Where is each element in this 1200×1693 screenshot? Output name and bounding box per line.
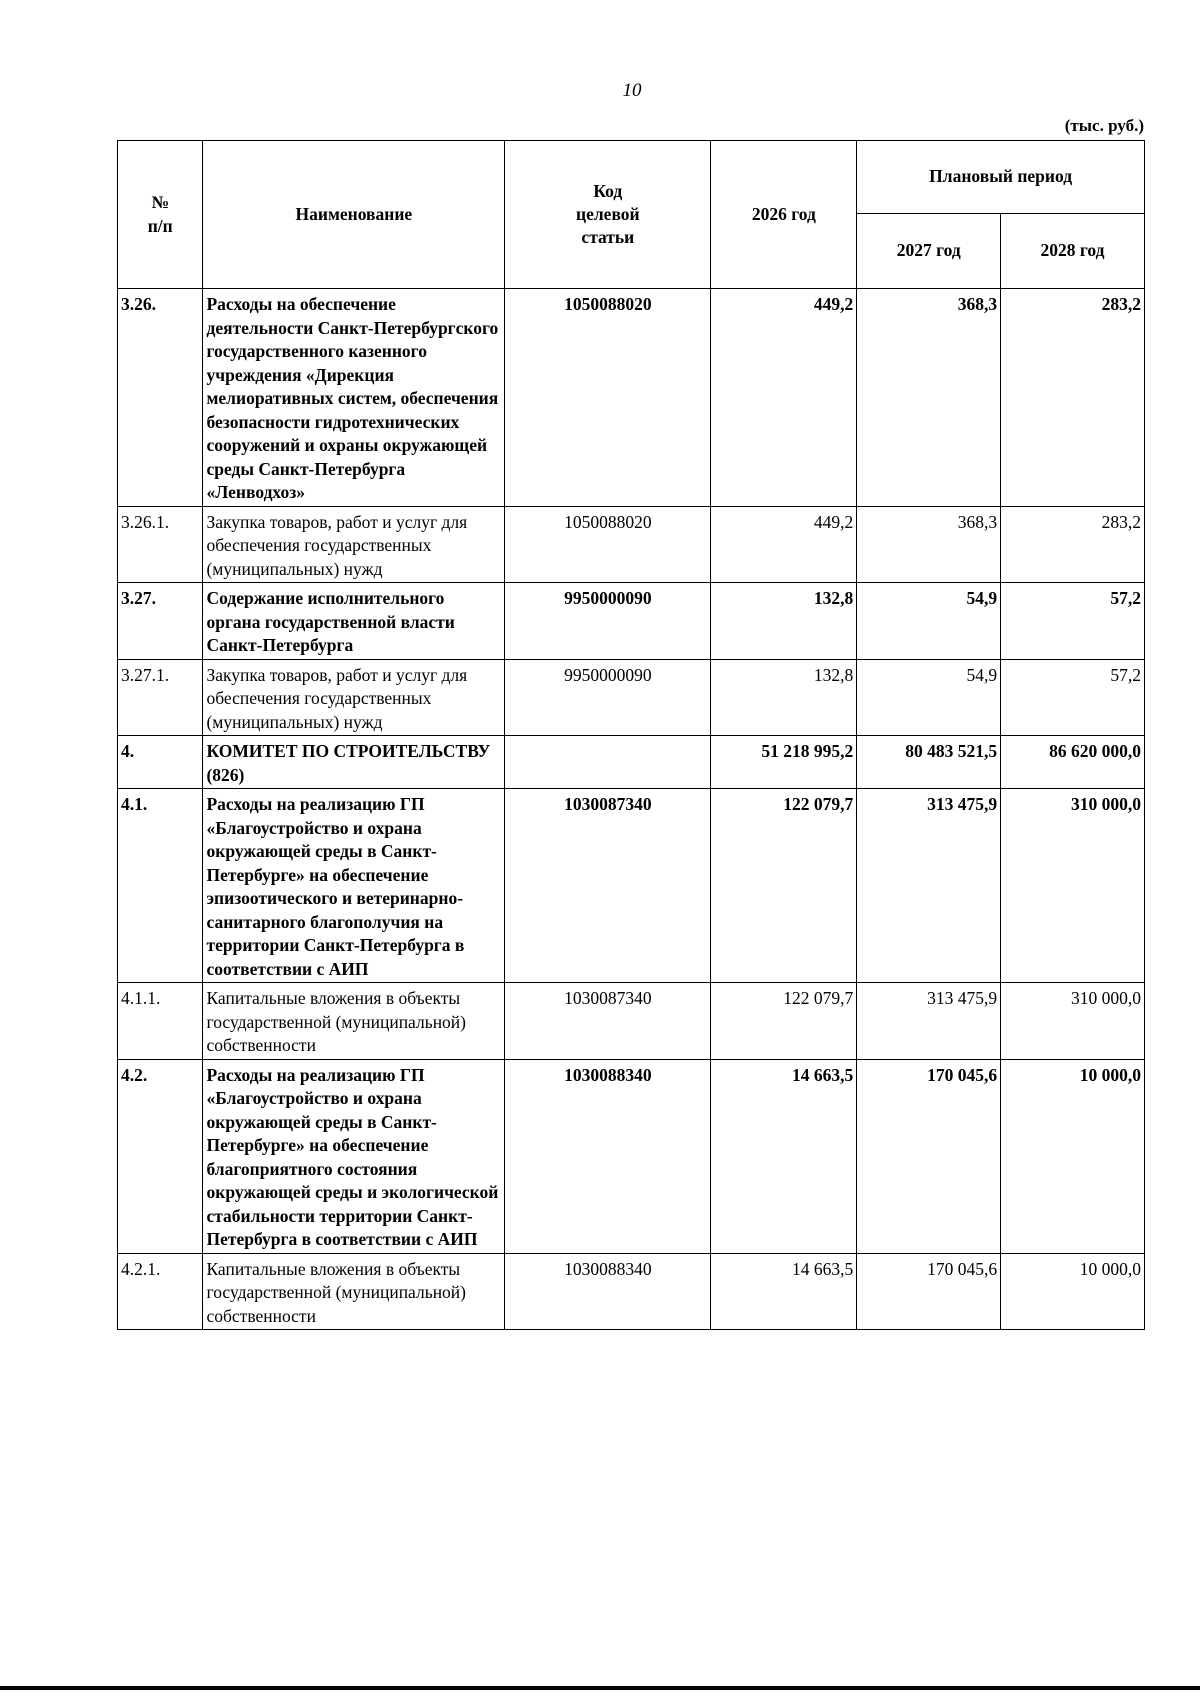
- row-2028: 10 000,0: [1001, 1253, 1145, 1330]
- table-row: [118, 983, 1145, 1060]
- row-num: 3.27.1.: [118, 659, 203, 736]
- row-code: 9950000090: [505, 583, 711, 660]
- row-name: Расходы на реализацию ГП «Благоустройство и охрана окружающей среды в Санкт-Петербурге» на обеспечение эпизоотического и ветеринарно-санитарного благополучия на территории Санкт-Петербурга в соответствии с АИП: [203, 789, 505, 983]
- header-2027: 2027 год: [857, 214, 1001, 289]
- row-name: Закупка товаров, работ и услуг для обеспечения государственных (муниципальных) нужд: [203, 659, 505, 736]
- row-2028: 86 620 000,0: [1001, 736, 1145, 789]
- row-name: Расходы на реализацию ГП «Благоустройство и охрана окружающей среды в Санкт-Петербурге» на обеспечение благоприятного состояния окружающей среды и экологической стабильности территории Санкт-Петербурга в соответствии с АИП: [203, 1059, 505, 1253]
- table-row: [118, 289, 1145, 507]
- row-2026: 449,2: [711, 289, 857, 507]
- header-2028: 2028 год: [1001, 214, 1145, 289]
- page-number: 10: [622, 80, 642, 101]
- budget-table: [117, 140, 1145, 1330]
- row-2028: 283,2: [1001, 506, 1145, 583]
- row-code: 1030088340: [505, 1253, 711, 1330]
- row-num: 3.26.: [118, 289, 203, 507]
- row-num: 3.27.: [118, 583, 203, 660]
- row-num: 4.1.: [118, 789, 203, 983]
- row-2027: 170 045,6: [857, 1253, 1001, 1330]
- table-row: [118, 789, 1145, 983]
- row-2028: 310 000,0: [1001, 983, 1145, 1060]
- row-code: 1030087340: [505, 789, 711, 983]
- row-2026: 51 218 995,2: [711, 736, 857, 789]
- row-2028: 57,2: [1001, 659, 1145, 736]
- row-2028: 10 000,0: [1001, 1059, 1145, 1253]
- row-name: Расходы на обеспечение деятельности Санкт-Петербургского государственного казенного учреждения «Дирекция мелиоративных систем, обеспечения безопасности гидротехнических сооружений и охраны окружающей среды Санкт-Петербурга «Ленводхоз»: [203, 289, 505, 507]
- row-2026: 14 663,5: [711, 1253, 857, 1330]
- header-2026: 2026 год: [711, 141, 857, 289]
- row-name: Закупка товаров, работ и услуг для обеспечения государственных (муниципальных) нужд: [203, 506, 505, 583]
- table-row: [118, 659, 1145, 736]
- row-code: 1030088340: [505, 1059, 711, 1253]
- row-2026: 132,8: [711, 583, 857, 660]
- row-code: 1030087340: [505, 983, 711, 1060]
- table-row: [118, 1253, 1145, 1330]
- bottom-scan-border: [0, 1686, 1200, 1690]
- header-num: № п/п: [118, 141, 203, 289]
- row-2026: 122 079,7: [711, 983, 857, 1060]
- row-2027: 368,3: [857, 506, 1001, 583]
- row-2027: 313 475,9: [857, 983, 1001, 1060]
- row-num: 3.26.1.: [118, 506, 203, 583]
- row-num: 4.1.1.: [118, 983, 203, 1060]
- row-2026: 122 079,7: [711, 789, 857, 983]
- row-2026: 14 663,5: [711, 1059, 857, 1253]
- row-code: [505, 736, 711, 789]
- header-name: Наименование: [203, 141, 505, 289]
- row-code: 9950000090: [505, 659, 711, 736]
- table-row: [118, 736, 1145, 789]
- row-2027: 54,9: [857, 583, 1001, 660]
- row-num: 4.2.: [118, 1059, 203, 1253]
- row-num: 4.2.1.: [118, 1253, 203, 1330]
- row-name: Капитальные вложения в объекты государственной (муниципальной) собственности: [203, 983, 505, 1060]
- row-num: 4.: [118, 736, 203, 789]
- units-label: (тыс. руб.): [1064, 116, 1144, 135]
- row-2027: 80 483 521,5: [857, 736, 1001, 789]
- header-code: Код целевой статьи: [505, 141, 711, 289]
- header-plan-period: Плановый период: [857, 141, 1145, 214]
- row-2027: 313 475,9: [857, 789, 1001, 983]
- row-code: 1050088020: [505, 506, 711, 583]
- row-2027: 170 045,6: [857, 1059, 1001, 1253]
- row-code: 1050088020: [505, 289, 711, 507]
- row-name: КОМИТЕТ ПО СТРОИТЕЛЬСТВУ (826): [203, 736, 505, 789]
- table-row: [118, 1059, 1145, 1253]
- row-name: Капитальные вложения в объекты государственной (муниципальной) собственности: [203, 1253, 505, 1330]
- table-row: [118, 506, 1145, 583]
- row-name: Содержание исполнительного органа государственной власти Санкт-Петербурга: [203, 583, 505, 660]
- row-2026: 449,2: [711, 506, 857, 583]
- row-2028: 310 000,0: [1001, 789, 1145, 983]
- row-2027: 54,9: [857, 659, 1001, 736]
- row-2028: 283,2: [1001, 289, 1145, 507]
- row-2028: 57,2: [1001, 583, 1145, 660]
- row-2026: 132,8: [711, 659, 857, 736]
- table-row: [118, 583, 1145, 660]
- row-2027: 368,3: [857, 289, 1001, 507]
